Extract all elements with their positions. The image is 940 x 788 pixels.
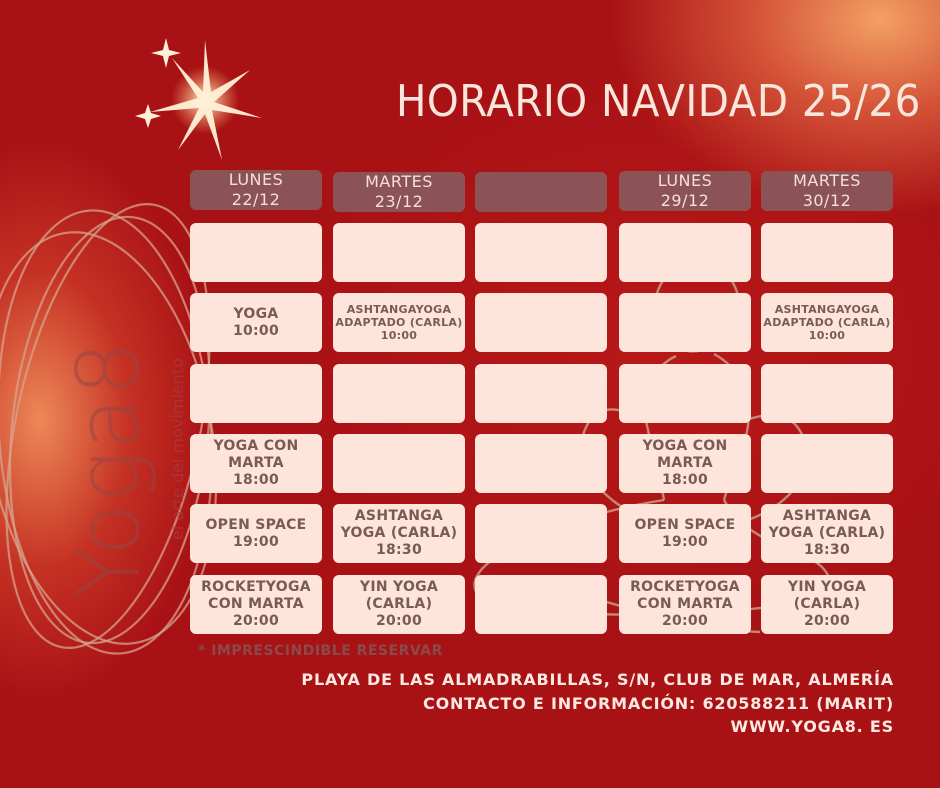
schedule-cell xyxy=(761,364,893,423)
website-link[interactable]: WWW.YOGA8. ES xyxy=(730,717,894,736)
reservation-note: * IMPRESCINDIBLE RESERVAR xyxy=(198,643,443,659)
schedule-cell xyxy=(761,434,893,493)
address-text: PLAYA DE LAS ALMADRABILLAS, S/N, CLUB DE MAR, ALMERÍA xyxy=(301,670,894,689)
brand-logo: Yoga8 xyxy=(59,340,159,598)
schedule-cell xyxy=(475,223,607,282)
schedule-cell: ROCKETYOGA CON MARTA 20:00 xyxy=(619,575,751,634)
schedule-cell xyxy=(333,364,465,423)
schedule-cell: YOGA 10:00 xyxy=(190,293,322,352)
schedule-cell: OPEN SPACE 19:00 xyxy=(619,504,751,563)
day-header: MARTES 30/12 xyxy=(761,171,893,211)
day-header: LUNES 22/12 xyxy=(190,170,322,210)
day-header: LUNES 29/12 xyxy=(619,171,751,211)
schedule-cell xyxy=(475,575,607,634)
schedule-cell xyxy=(475,434,607,493)
schedule-cell xyxy=(619,364,751,423)
schedule-cell: ASHTANGA YOGA (CARLA) 18:30 xyxy=(333,504,465,563)
schedule-cell: ASHTANGAYOGA ADAPTADO (CARLA) 10:00 xyxy=(333,293,465,352)
schedule-cell: ASHTANGAYOGA ADAPTADO (CARLA) 10:00 xyxy=(761,293,893,352)
day-header xyxy=(475,172,607,212)
schedule-cell xyxy=(619,293,751,352)
contact-text: CONTACTO E INFORMACIÓN: 620588211 (MARIT) xyxy=(423,694,894,713)
schedule-cell: ROCKETYOGA CON MARTA 20:00 xyxy=(190,575,322,634)
schedule-cell xyxy=(333,223,465,282)
page-title: HORARIO NAVIDAD 25/26 xyxy=(396,76,921,127)
schedule-cell: YOGA CON MARTA 18:00 xyxy=(190,434,322,493)
brand-tagline: el arte del movimiento xyxy=(168,358,187,540)
schedule-cell: YIN YOGA (CARLA) 20:00 xyxy=(333,575,465,634)
schedule-cell xyxy=(475,364,607,423)
schedule-cell xyxy=(475,293,607,352)
schedule-cell xyxy=(475,504,607,563)
schedule-cell: OPEN SPACE 19:00 xyxy=(190,504,322,563)
day-header: MARTES 23/12 xyxy=(333,172,465,212)
sparkle-icon xyxy=(135,38,262,160)
schedule-cell xyxy=(619,223,751,282)
schedule-cell: ASHTANGA YOGA (CARLA) 18:30 xyxy=(761,504,893,563)
schedule-cell: YOGA CON MARTA 18:00 xyxy=(619,434,751,493)
schedule-cell xyxy=(190,364,322,423)
schedule-cell xyxy=(190,223,322,282)
schedule-cell xyxy=(761,223,893,282)
schedule-cell xyxy=(333,434,465,493)
schedule-cell: YIN YOGA (CARLA) 20:00 xyxy=(761,575,893,634)
